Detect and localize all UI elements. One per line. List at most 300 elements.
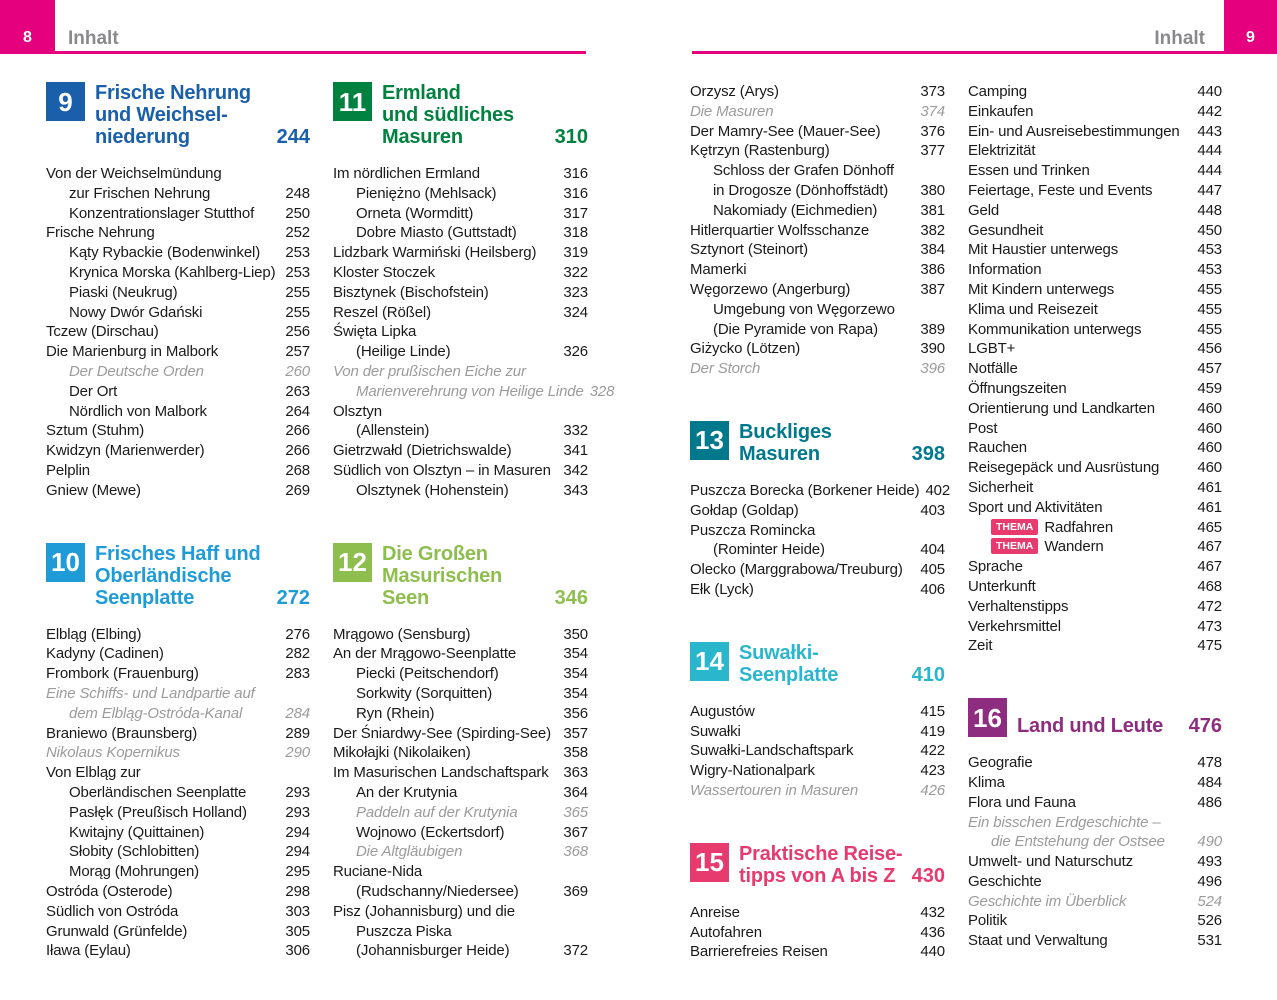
toc-entry-label: Kętrzyn (Rastenburg) — [690, 142, 830, 160]
toc-entry-page-number: 324 — [563, 303, 588, 321]
toc-entry — [968, 872, 1222, 892]
toc-entry — [46, 223, 310, 243]
toc-entry-page-number: 423 — [920, 762, 945, 780]
toc-column-1 — [46, 82, 310, 961]
toc-entry-label: Öffnungszeiten — [968, 379, 1067, 397]
toc-entry-page-number: 374 — [920, 102, 945, 120]
chapter-title: Buckliges Masuren — [739, 420, 832, 465]
toc-entry-page-number: 436 — [920, 923, 945, 941]
toc-entry — [968, 636, 1222, 656]
toc-entry-label: Geografie — [968, 754, 1033, 772]
toc-entry — [333, 184, 588, 204]
toc-entry-page-number — [304, 164, 310, 184]
toc-entry-label: Puszcza Piska — [356, 922, 452, 940]
toc-entry — [968, 597, 1222, 617]
toc-entry — [968, 379, 1222, 399]
toc-entry-label: Reszel (Rößel) — [333, 303, 431, 321]
toc-entry — [333, 283, 588, 303]
toc-entry — [690, 501, 945, 521]
toc-entry-label: Puszcza Borecka (Borkener Heide) — [690, 481, 920, 499]
toc-entry-label: Gniew (Mewe) — [46, 481, 141, 499]
toc-entry-label: dem Elbląg-Ostróda-Kanal — [69, 704, 243, 722]
toc-entry-page-number: 402 — [925, 481, 951, 499]
toc-entry-label: Im Masurischen Landschaftspark — [333, 764, 549, 782]
toc-entry-page-number: 319 — [563, 244, 588, 262]
toc-entry-label: Słobity (Schlobitten) — [69, 843, 200, 861]
toc-entry — [690, 741, 945, 761]
toc-entry — [690, 240, 945, 260]
chapter-number-badge: 10 — [46, 543, 85, 582]
toc-entry — [968, 399, 1222, 419]
toc-entry-label: Frische Nehrung — [46, 224, 155, 242]
toc-entry-page-number: 317 — [563, 204, 588, 222]
toc-entry-page-number: 386 — [920, 261, 945, 279]
toc-entry-label: (Johannisburger Heide) — [356, 942, 510, 960]
toc-entry-label: Bisztynek (Bischofstein) — [333, 283, 489, 301]
toc-entry-label: Giżycko (Lötzen) — [690, 340, 801, 358]
toc-entry — [46, 164, 310, 184]
toc-entry — [968, 892, 1222, 912]
toc-entry-page-number: 316 — [563, 165, 588, 182]
toc-entry — [333, 803, 588, 823]
toc-entry — [690, 359, 945, 379]
toc-entry-page-number: 264 — [285, 402, 310, 420]
toc-entry-page-number: 322 — [563, 263, 588, 281]
toc-entry-label: Reisegepäck und Ausrüstung — [968, 459, 1160, 477]
chapter-page-number: 410 — [911, 663, 945, 686]
toc-entry-page-number: 376 — [920, 122, 945, 140]
toc-entry-page-number: 478 — [1197, 754, 1222, 772]
toc-entry — [690, 280, 945, 300]
toc-entry-label: Unterkunft — [968, 577, 1036, 595]
toc-entry — [968, 102, 1222, 122]
toc-entry — [690, 702, 945, 722]
toc-entry-page-number: 381 — [920, 201, 945, 219]
toc-entry-page-number: 298 — [285, 882, 310, 900]
toc-entry — [46, 481, 310, 501]
toc-entry — [46, 823, 310, 843]
toc-entry — [46, 204, 310, 224]
toc-entry-page-number: 467 — [1197, 538, 1222, 556]
toc-entry-page-number: 422 — [920, 742, 945, 760]
toc-entry — [690, 923, 945, 943]
chapter-12-heading — [333, 543, 588, 609]
toc-entry-page-number: 457 — [1197, 360, 1222, 378]
toc-entry — [333, 743, 588, 763]
toc-entry-page-number: 444 — [1197, 162, 1222, 180]
toc-entry — [333, 204, 588, 224]
toc-entry-page-number: 442 — [1197, 102, 1222, 120]
toc-entry-label: Paddeln auf der Krutynia — [356, 803, 518, 821]
toc-entry-label: Ruciane-Nida — [333, 863, 423, 881]
toc-entry-page-number: 354 — [563, 684, 588, 702]
toc-entry-label: Ryn (Rhein) — [356, 704, 435, 722]
toc-entry-page-number: 467 — [1197, 558, 1222, 576]
toc-entry — [333, 684, 588, 704]
toc-entry-page-number: 354 — [563, 665, 588, 683]
toc-entry-page-number — [939, 521, 945, 541]
toc-entry-label: Pelplin — [46, 461, 90, 479]
toc-entry-label: Sicherheit — [968, 478, 1034, 496]
toc-entry-page-number: 387 — [920, 280, 945, 298]
toc-entry-label: Klima und Reisezeit — [968, 300, 1098, 318]
toc-entry-page-number: 455 — [1197, 320, 1222, 338]
toc-entry-label: Mamerki — [690, 261, 747, 279]
toc-entry-page-number: 461 — [1197, 478, 1222, 496]
toc-entry-label: Iława (Eylau) — [46, 942, 131, 960]
toc-entry-page-number: 358 — [563, 744, 588, 762]
toc-entry-page-number: 415 — [920, 702, 945, 720]
toc-entry — [333, 421, 588, 441]
toc-entry — [968, 122, 1222, 142]
toc-entry — [46, 362, 310, 382]
chapter-number-badge: 15 — [690, 843, 729, 882]
toc-entry-page-number: 363 — [563, 764, 588, 782]
toc-entry — [46, 724, 310, 744]
header-title-right: Inhalt — [1154, 28, 1205, 49]
toc-entry-page-number: 293 — [285, 783, 310, 801]
toc-entry-label: zur Frischen Nehrung — [69, 184, 211, 202]
toc-entry-label: Elektrizität — [968, 142, 1036, 160]
toc-entry-label: Frombork (Frauenburg) — [46, 665, 199, 683]
toc-entry-label: (Rominter Heide) — [713, 541, 825, 559]
toc-entry-page-number: 448 — [1197, 201, 1222, 219]
toc-entry — [968, 201, 1222, 221]
toc-entry-label: Morąg (Mohrungen) — [69, 863, 200, 881]
toc-entry — [968, 240, 1222, 260]
toc-entry — [333, 922, 588, 942]
toc-entry-page-number: 295 — [285, 863, 310, 881]
toc-entry — [968, 320, 1222, 340]
chapter-number-badge: 13 — [690, 421, 729, 460]
toc-entry — [333, 842, 588, 862]
toc-entry — [333, 362, 588, 382]
toc-entry-label: Einkaufen — [968, 102, 1034, 120]
toc-entry-label: Von der Weichselmündung — [46, 165, 222, 182]
toc-entry-label: Von der prußischen Eiche zur — [333, 362, 526, 380]
toc-entry-label: Von Elbląg zur — [46, 764, 141, 782]
toc-entry-label: Sztum (Stuhm) — [46, 422, 145, 440]
chapter-14-heading — [690, 642, 945, 686]
toc-entry-page-number: 484 — [1197, 773, 1222, 791]
toc-entry-page-number: 284 — [285, 704, 310, 722]
thema-badge: THEMA — [991, 538, 1038, 554]
toc-entry-label: Verkehrsmittel — [968, 617, 1061, 635]
toc-entry-label: Sztynort (Steinort) — [690, 241, 809, 259]
toc-entry — [333, 322, 588, 342]
toc-entry — [333, 823, 588, 843]
toc-entry — [968, 161, 1222, 181]
toc-entry-label: Der Mamry-See (Mauer-See) — [690, 122, 881, 140]
toc-entry-label: Die Marienburg in Malbork — [46, 343, 219, 361]
toc-entry-label: Mit Haustier unterwegs — [968, 241, 1119, 259]
toc-entry-page-number: 289 — [285, 724, 310, 742]
toc-entry-page-number: 260 — [285, 362, 310, 380]
toc-entry-label: Kwidzyn (Marienwerder) — [46, 442, 205, 460]
toc-entry-label: Grunwald (Grünfelde) — [46, 922, 188, 940]
toc-entry-label: Geschichte im Überblick — [968, 892, 1127, 910]
toc-entry — [333, 402, 588, 422]
toc-entry-page-number: 342 — [563, 461, 588, 479]
page-number-box-left — [0, 0, 55, 54]
toc-entry-label: An der Krutynia — [356, 783, 458, 801]
toc-entry — [968, 339, 1222, 359]
toc-entry-page-number: 447 — [1197, 181, 1222, 199]
toc-entry — [968, 260, 1222, 280]
toc-entry — [690, 181, 945, 201]
toc-entry-page-number: 356 — [563, 704, 588, 722]
toc-entry-page-number: 365 — [563, 803, 588, 821]
toc-entry-label: Krynica Morska (Kahlberg-Liep) — [69, 263, 276, 281]
toc-entry-label: (Die Pyramide von Rapa) — [713, 320, 878, 338]
toc-entry — [968, 813, 1222, 833]
toc-entry-page-number: 294 — [285, 823, 310, 841]
toc-entry-page-number: 305 — [285, 922, 310, 940]
toc-entry-page-number: 396 — [920, 360, 945, 378]
toc-entry-page-number: 453 — [1197, 261, 1222, 279]
toc-entry-label: Der Deutsche Orden — [69, 362, 204, 380]
toc-entry-page-number: 390 — [920, 340, 945, 358]
chapter-16-heading — [968, 698, 1222, 737]
toc-entry-label: in Drogosze (Dönhoffstädt) — [713, 181, 889, 199]
chapter-page-number: 476 — [1188, 715, 1222, 738]
toc-entry — [46, 263, 310, 283]
toc-entry-page-number: 354 — [563, 645, 588, 663]
toc-entry-page-number: 455 — [1197, 300, 1222, 318]
chapter-title: Die Großen Masurischen Seen — [382, 542, 503, 609]
toc-entry-page-number: 440 — [1197, 83, 1222, 100]
toc-entry-label: (Rudschanny/Niedersee) — [356, 882, 519, 900]
toc-entry-page-number: 384 — [920, 241, 945, 259]
toc-entry — [333, 783, 588, 803]
toc-entry-page-number: 405 — [920, 561, 945, 579]
toc-entry-label: An der Mrągowo-Seenplatte — [333, 645, 517, 663]
toc-entry-page-number — [939, 161, 945, 181]
toc-entry — [968, 141, 1222, 161]
toc-entry — [968, 280, 1222, 300]
toc-entry-page-number: 524 — [1197, 892, 1222, 910]
toc-entry — [690, 722, 945, 742]
toc-entry-label: Klima — [968, 773, 1005, 791]
toc-entry-page-number: 276 — [285, 625, 310, 643]
toc-entry-label: (Heilige Linde) — [356, 343, 451, 361]
toc-entry-page-number: 248 — [285, 184, 310, 202]
chapter-title: Ermland und südliches Masuren — [382, 82, 514, 148]
toc-entry — [333, 941, 588, 961]
toc-entry-label: Kadyny (Cadinen) — [46, 645, 164, 663]
toc-entry-page-number: 328 — [589, 382, 615, 400]
toc-entry — [968, 478, 1222, 498]
toc-entry-label: Elbląg (Elbing) — [46, 625, 142, 643]
toc-entry-page-number: 382 — [920, 221, 945, 239]
toc-entry-label: Sport und Aktivitäten — [968, 498, 1103, 516]
toc-entry-page-number: 282 — [285, 645, 310, 663]
toc-entry-label: Umgebung von Węgorzewo — [713, 300, 895, 318]
chapter-13-heading — [690, 421, 945, 465]
toc-entry-page-number: 256 — [285, 323, 310, 341]
toc-entry-page-number: 290 — [285, 744, 310, 762]
toc-entry-page-number: 443 — [1197, 122, 1222, 140]
toc-entry-label: Konzentrationslager Stutthof — [69, 204, 255, 222]
toc-entry-page-number: 468 — [1197, 577, 1222, 595]
toc-entry-page-number — [304, 684, 310, 704]
toc-entry-page-number: 526 — [1197, 912, 1222, 930]
toc-entry-list — [690, 903, 945, 962]
toc-entry-label: Kommunikation unterwegs — [968, 320, 1142, 338]
toc-entry-page-number: 380 — [920, 181, 945, 199]
toc-entry-label: Puszcza Romincka — [690, 521, 816, 539]
toc-entry-label: Wigry-Nationalpark — [690, 762, 815, 780]
toc-entry-label: Pasłęk (Preußisch Holland) — [69, 803, 247, 821]
toc-entry-page-number: 253 — [285, 263, 310, 281]
toc-entry-page-number: 250 — [285, 204, 310, 222]
toc-entry — [46, 902, 310, 922]
header-rule-left — [0, 51, 586, 54]
toc-entry-page-number: 419 — [920, 722, 945, 740]
toc-entry-page-number: 460 — [1197, 459, 1222, 477]
toc-entry-label: Geld — [968, 201, 1000, 219]
chapter-number-badge: 14 — [690, 642, 729, 681]
toc-entry-label: Hitlerquartier Wolfsschanze — [690, 221, 870, 239]
toc-entry-page-number: 341 — [563, 442, 588, 460]
toc-entry — [333, 303, 588, 323]
toc-entry-page-number: 403 — [920, 501, 945, 519]
toc-entry-page-number: 318 — [563, 224, 588, 242]
chapter-title: Praktische Reise- tipps von A bis Z — [739, 842, 903, 887]
toc-entry — [968, 577, 1222, 597]
toc-entry — [968, 557, 1222, 577]
toc-entry — [46, 303, 310, 323]
toc-entry-label: Schloss der Grafen Dönhoff — [713, 162, 894, 180]
toc-entry — [333, 481, 588, 501]
toc-entry-label: Der Ort — [69, 382, 118, 400]
toc-entry-label: Orzysz (Arys) — [690, 83, 779, 100]
toc-entry — [46, 783, 310, 803]
toc-entry — [46, 862, 310, 882]
toc-entry-label: Tczew (Dirschau) — [46, 323, 159, 341]
toc-entry-page-number: 364 — [563, 783, 588, 801]
toc-entry-page-number: 294 — [285, 843, 310, 861]
toc-entry — [690, 260, 945, 280]
toc-entry — [690, 82, 945, 102]
chapter-page-number: 398 — [911, 442, 945, 465]
toc-entry-label: Südlich von Olsztyn – in Masuren — [333, 461, 551, 479]
toc-entry — [46, 322, 310, 342]
toc-entry-label: Oberländischen Seenplatte — [69, 783, 247, 801]
toc-entry — [333, 382, 615, 402]
toc-entry-page-number: 255 — [285, 303, 310, 321]
thema-badge: THEMA — [991, 519, 1038, 535]
toc-entry — [333, 441, 588, 461]
toc-entry — [46, 684, 310, 704]
toc-entry — [333, 862, 588, 882]
toc-entry-page-number — [582, 322, 588, 342]
toc-entry-page-number: 456 — [1197, 340, 1222, 358]
toc-entry — [968, 221, 1222, 241]
toc-entry-label: Olecko (Marggrabowa/Treuburg) — [690, 561, 903, 579]
toc-entry-page-number: 453 — [1197, 241, 1222, 259]
page-number-left: 8 — [23, 29, 32, 46]
toc-entry-label: Dobre Miasto (Guttstadt) — [356, 224, 517, 242]
toc-entry-label: Święta Lipka — [333, 323, 417, 341]
toc-entry-page-number: 253 — [285, 244, 310, 262]
toc-entry-list — [333, 164, 615, 501]
toc-entry-label: Wassertouren in Masuren — [690, 781, 859, 799]
toc-entry-label: LGBT+ — [968, 340, 1016, 358]
header-title-left: Inhalt — [68, 28, 119, 49]
chapter-15-heading — [690, 843, 945, 887]
toc-entry — [46, 882, 310, 902]
toc-entry — [968, 181, 1222, 201]
toc-entry-label: Olsztynek (Hohenstein) — [356, 481, 509, 499]
toc-entry-label: Flora und Fauna — [968, 793, 1076, 811]
toc-entry-page-number: 486 — [1197, 793, 1222, 811]
toc-entry-page-number: 323 — [563, 283, 588, 301]
toc-column-2 — [333, 82, 615, 961]
toc-entry-page-number: 440 — [920, 943, 945, 961]
toc-entry-list — [968, 753, 1222, 951]
toc-entry-page-number: 293 — [285, 803, 310, 821]
toc-entry — [46, 803, 310, 823]
toc-entry — [968, 419, 1222, 439]
chapter-10-heading — [46, 543, 310, 609]
toc-entry-page-number: 372 — [563, 942, 588, 960]
toc-entry — [968, 438, 1222, 458]
toc-entry-page-number: 368 — [563, 843, 588, 861]
toc-entry-label: Die Altgläubigen — [356, 843, 463, 861]
toc-entry — [690, 521, 945, 541]
toc-entry-label: Ein- und Ausreisebestimmungen — [968, 122, 1180, 140]
toc-entry-label: Ein bisschen Erdgeschichte – — [968, 813, 1161, 831]
toc-entry-page-number: 369 — [563, 882, 588, 900]
toc-entry — [333, 243, 588, 263]
toc-entry-label: Suwałki — [690, 722, 741, 740]
toc-entry-page-number — [1216, 813, 1222, 833]
toc-entry — [968, 82, 1222, 102]
toc-entry — [690, 102, 945, 122]
toc-entry — [968, 753, 1222, 773]
toc-entry — [333, 342, 588, 362]
toc-entry-page-number: 450 — [1197, 221, 1222, 239]
toc-entry-label: Notfälle — [968, 360, 1018, 378]
toc-entry-list — [690, 702, 945, 801]
toc-entry-label: Eine Schiffs- und Landpartie auf — [46, 684, 255, 702]
toc-entry — [333, 902, 588, 922]
toc-entry-page-number — [582, 922, 588, 942]
toc-entry-label: Autofahren — [690, 923, 762, 941]
toc-entry — [968, 537, 1222, 557]
toc-entry — [46, 664, 310, 684]
toc-entry-page-number: 283 — [285, 665, 310, 683]
toc-entry — [968, 359, 1222, 379]
chapter-page-number: 272 — [276, 586, 310, 609]
toc-entry — [46, 402, 310, 422]
toc-entry-page-number: 263 — [285, 382, 310, 400]
toc-entry-page-number: 490 — [1197, 833, 1222, 851]
toc-entry-page-number: 326 — [563, 343, 588, 361]
toc-entry — [333, 763, 588, 783]
toc-entry-page-number — [304, 763, 310, 783]
toc-entry — [46, 763, 310, 783]
toc-entry-page-number: 316 — [563, 184, 588, 202]
toc-entry-page-number: 406 — [920, 580, 945, 598]
toc-entry-label: Mikołajki (Nikolaiken) — [333, 744, 471, 762]
toc-entry-label: Gołdap (Goldap) — [690, 501, 799, 519]
toc-entry-label: Essen und Trinken — [968, 162, 1090, 180]
toc-column-4 — [968, 82, 1222, 951]
toc-entry-label: Kwitajny (Quittainen) — [69, 823, 205, 841]
toc-entry — [690, 560, 945, 580]
